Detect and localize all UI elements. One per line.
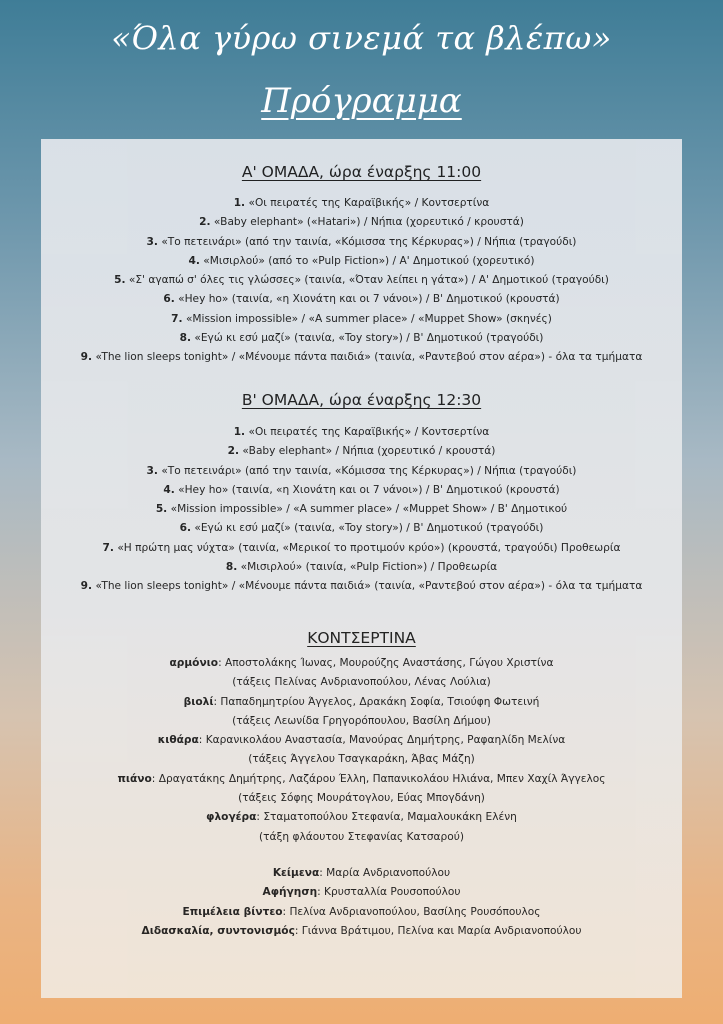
item-number: 7.	[171, 312, 183, 325]
subtitle-text: Πρόγραμμα	[261, 81, 462, 121]
instrument-names: : Δραγατάκης Δημήτρης, Λαζάρου Έλλη, Παπανικολάου Ηλιάνα, Μπεν Χαχίλ Άγγελος	[151, 772, 606, 785]
list-item	[41, 290, 682, 309]
teachers-line: (τάξη φλάουτου Στεφανίας Κατσαρού)	[258, 830, 464, 843]
credit-line	[41, 922, 682, 941]
credit-label: Διδασκαλία, συντονισμός	[141, 924, 295, 937]
program-panel	[41, 139, 682, 998]
instrument-line	[41, 770, 682, 789]
list-item	[41, 310, 682, 329]
item-text: «Οι πειρατές της Καραϊβικής» / Κοντσερτίνα	[248, 197, 490, 209]
item-number: 6.	[163, 293, 175, 306]
item-text: «Baby elephant» / Νήπια (χορευτικό / κρουστά)	[242, 445, 496, 458]
credit-value: : Γιάννα Βράτιμου, Πελίνα και Μαρία Ανδριανοπούλου	[294, 924, 582, 937]
poster-subtitle	[0, 78, 723, 124]
instrument-label: κιθάρα	[157, 734, 199, 747]
item-number: 3.	[146, 464, 158, 477]
item-number: 2.	[227, 445, 239, 458]
list-item	[41, 558, 682, 577]
concertina-list	[41, 654, 682, 847]
list-item	[41, 500, 682, 519]
item-number: 5.	[155, 503, 168, 516]
credits-list	[41, 864, 682, 941]
credit-line	[41, 903, 682, 922]
item-number: 4.	[188, 254, 200, 267]
group-a-list	[41, 194, 682, 368]
item-text: «Εγώ κι εσύ μαζί» (ταινία, «Toy story») / Β' Δημοτικού (τραγούδι)	[194, 332, 544, 345]
item-text: «Μισιρλού» (από το «Pulp Fiction») / Α' Δημοτικού (χορευτικό)	[203, 254, 535, 267]
list-item	[41, 462, 682, 481]
credit-line	[41, 864, 682, 883]
item-number: 2.	[199, 216, 211, 229]
credit-label: Κείμενα	[272, 867, 320, 879]
instrument-names: : Αποστολάκης Ίωνας, Μουρούζης Αναστάσης, Γώγου Χριστίνα	[218, 657, 554, 669]
concertina-heading: ΚΟΝΤΣΕΡΤΙΝΑ	[307, 629, 416, 647]
item-number: 8.	[179, 332, 191, 345]
item-text: «Οι πειρατές της Καραϊβικής» / Κοντσερτίνα	[248, 426, 490, 438]
item-text: «Mission impossible» / «A summer place» / «Muppet Show» / Β' Δημοτικού	[170, 503, 568, 516]
list-item	[41, 442, 682, 461]
item-text: «Baby elephant» («Hatari») / Νήπια (χορευτικό / κρουστά)	[213, 216, 524, 229]
group-b-heading: Β' ΟΜΑΔΑ, ώρα έναρξης 12:30	[241, 391, 482, 409]
list-item	[41, 539, 682, 558]
instrument-label: βιολί	[183, 695, 214, 708]
item-number: 8.	[225, 561, 238, 574]
item-number: 3.	[146, 235, 158, 248]
instrument-names: : Καρανικολάου Αναστασία, Μανούρας Δημήτρης, Ραφαηλίδη Μελίνα	[198, 734, 566, 747]
list-item	[41, 423, 682, 442]
instrument-names: : Παπαδημητρίου Άγγελος, Δρακάκη Σοφία, Τσιούφη Φωτεινή	[213, 695, 540, 708]
item-number: 1.	[233, 197, 246, 209]
credit-value: : Κρυσταλλία Ρουσοπούλου	[317, 886, 461, 899]
poster-title: «Όλα γύρω σινεμά τα βλέπω»	[111, 19, 612, 57]
item-text: «Hey ho» (ταινία, «η Χιονάτη και οι 7 νάνοι») / Β' Δημοτικού (κρουστά)	[178, 293, 560, 306]
item-number: 6.	[179, 522, 191, 535]
list-item	[41, 213, 682, 232]
concertina-heading-wrap	[41, 628, 682, 648]
list-item	[41, 577, 682, 596]
item-number: 1.	[233, 426, 246, 438]
instrument-line	[41, 654, 682, 673]
group-b-list	[41, 423, 682, 597]
instrument-line	[41, 693, 682, 712]
credit-label: Αφήγηση	[262, 886, 318, 899]
credit-value: : Πελίνα Ανδριανοπούλου, Βασίλης Ρουσόπουλος	[282, 905, 541, 918]
list-item	[41, 233, 682, 252]
teachers-line: (τάξεις Λεωνίδα Γρηγορόπουλου, Βασίλη Δήμου)	[232, 714, 491, 727]
teachers-line: (τάξεις Σόφης Μουράτογλου, Εύας Μπογδάνη)	[238, 792, 485, 805]
item-number: 4.	[163, 483, 175, 496]
teachers-line: (τάξεις Άγγελου Τσαγκαράκη, Άβας Μάζη)	[248, 753, 475, 766]
item-text: «The lion sleeps tonight» / «Μένουμε πάντα παιδιά» (ταινία, «Ραντεβού στον αέρα») - όλα τα τμήματα	[95, 580, 643, 593]
instrument-line	[41, 731, 682, 750]
list-item	[41, 194, 682, 213]
item-text: «Mission impossible» / «A summer place» / «Muppet Show» (σκηνές)	[185, 312, 552, 325]
item-number: 7.	[102, 541, 114, 554]
item-text: «The lion sleeps tonight» / «Μένουμε πάντα παιδιά» (ταινία, «Ραντεβού στον αέρα») - όλα τα τμήματα	[95, 351, 643, 364]
credit-value: : Μαρία Ανδριανοπούλου	[319, 867, 451, 879]
item-number: 9.	[80, 580, 93, 593]
credit-label: Επιμέλεια βίντεο	[182, 905, 283, 918]
instrument-label: αρμόνιο	[169, 657, 219, 669]
item-text: «Εγώ κι εσύ μαζί» (ταινία, «Toy story») / Β' Δημοτικού (τραγούδι)	[194, 522, 544, 535]
item-text: «Το πετεινάρι» (από την ταινία, «Κόμισσα της Κέρκυρας») / Νήπια (τραγούδι)	[161, 235, 577, 248]
list-item	[41, 271, 682, 290]
item-text: «Η πρώτη μας νύχτα» (ταινία, «Μερικοί το προτιμούν κρύο») (κρουστά, τραγούδι) Προθεωρία	[117, 541, 621, 554]
teachers-line: (τάξεις Πελίνας Ανδριανοπούλου, Λένας Λούλια)	[232, 676, 491, 689]
credit-line	[41, 883, 682, 902]
group-a-heading-wrap	[41, 162, 682, 182]
item-number: 9.	[80, 351, 93, 364]
instrument-line	[41, 808, 682, 827]
item-text: «Το πετεινάρι» (από την ταινία, «Κόμισσα της Κέρκυρας») / Νήπια (τραγούδι)	[161, 464, 577, 477]
item-text: «Hey ho» (ταινία, «η Χιονάτη και οι 7 νάνοι») / Β' Δημοτικού (κρουστά)	[178, 483, 560, 496]
instrument-label: πιάνο	[117, 772, 152, 785]
item-text: «Σ' αγαπώ σ' όλες τις γλώσσες» (ταινία, «Όταν λείπει η γάτα») / Α' Δημοτικού (τραγούδι)	[128, 274, 609, 287]
group-a-heading: Α' ΟΜΑΔΑ, ώρα έναρξης 11:00	[241, 163, 482, 181]
instrument-label: φλογέρα	[206, 811, 257, 824]
list-item	[41, 348, 682, 367]
item-number: 5.	[114, 274, 126, 287]
item-text: «Μισιρλού» (ταινία, «Pulp Fiction») / Προθεωρία	[240, 561, 498, 574]
instrument-names: : Σταματοπούλου Στεφανία, Μαμαλουκάκη Ελένη	[256, 811, 517, 824]
list-item	[41, 481, 682, 500]
list-item	[41, 329, 682, 348]
list-item	[41, 519, 682, 538]
list-item	[41, 252, 682, 271]
group-b-heading-wrap	[41, 390, 682, 410]
